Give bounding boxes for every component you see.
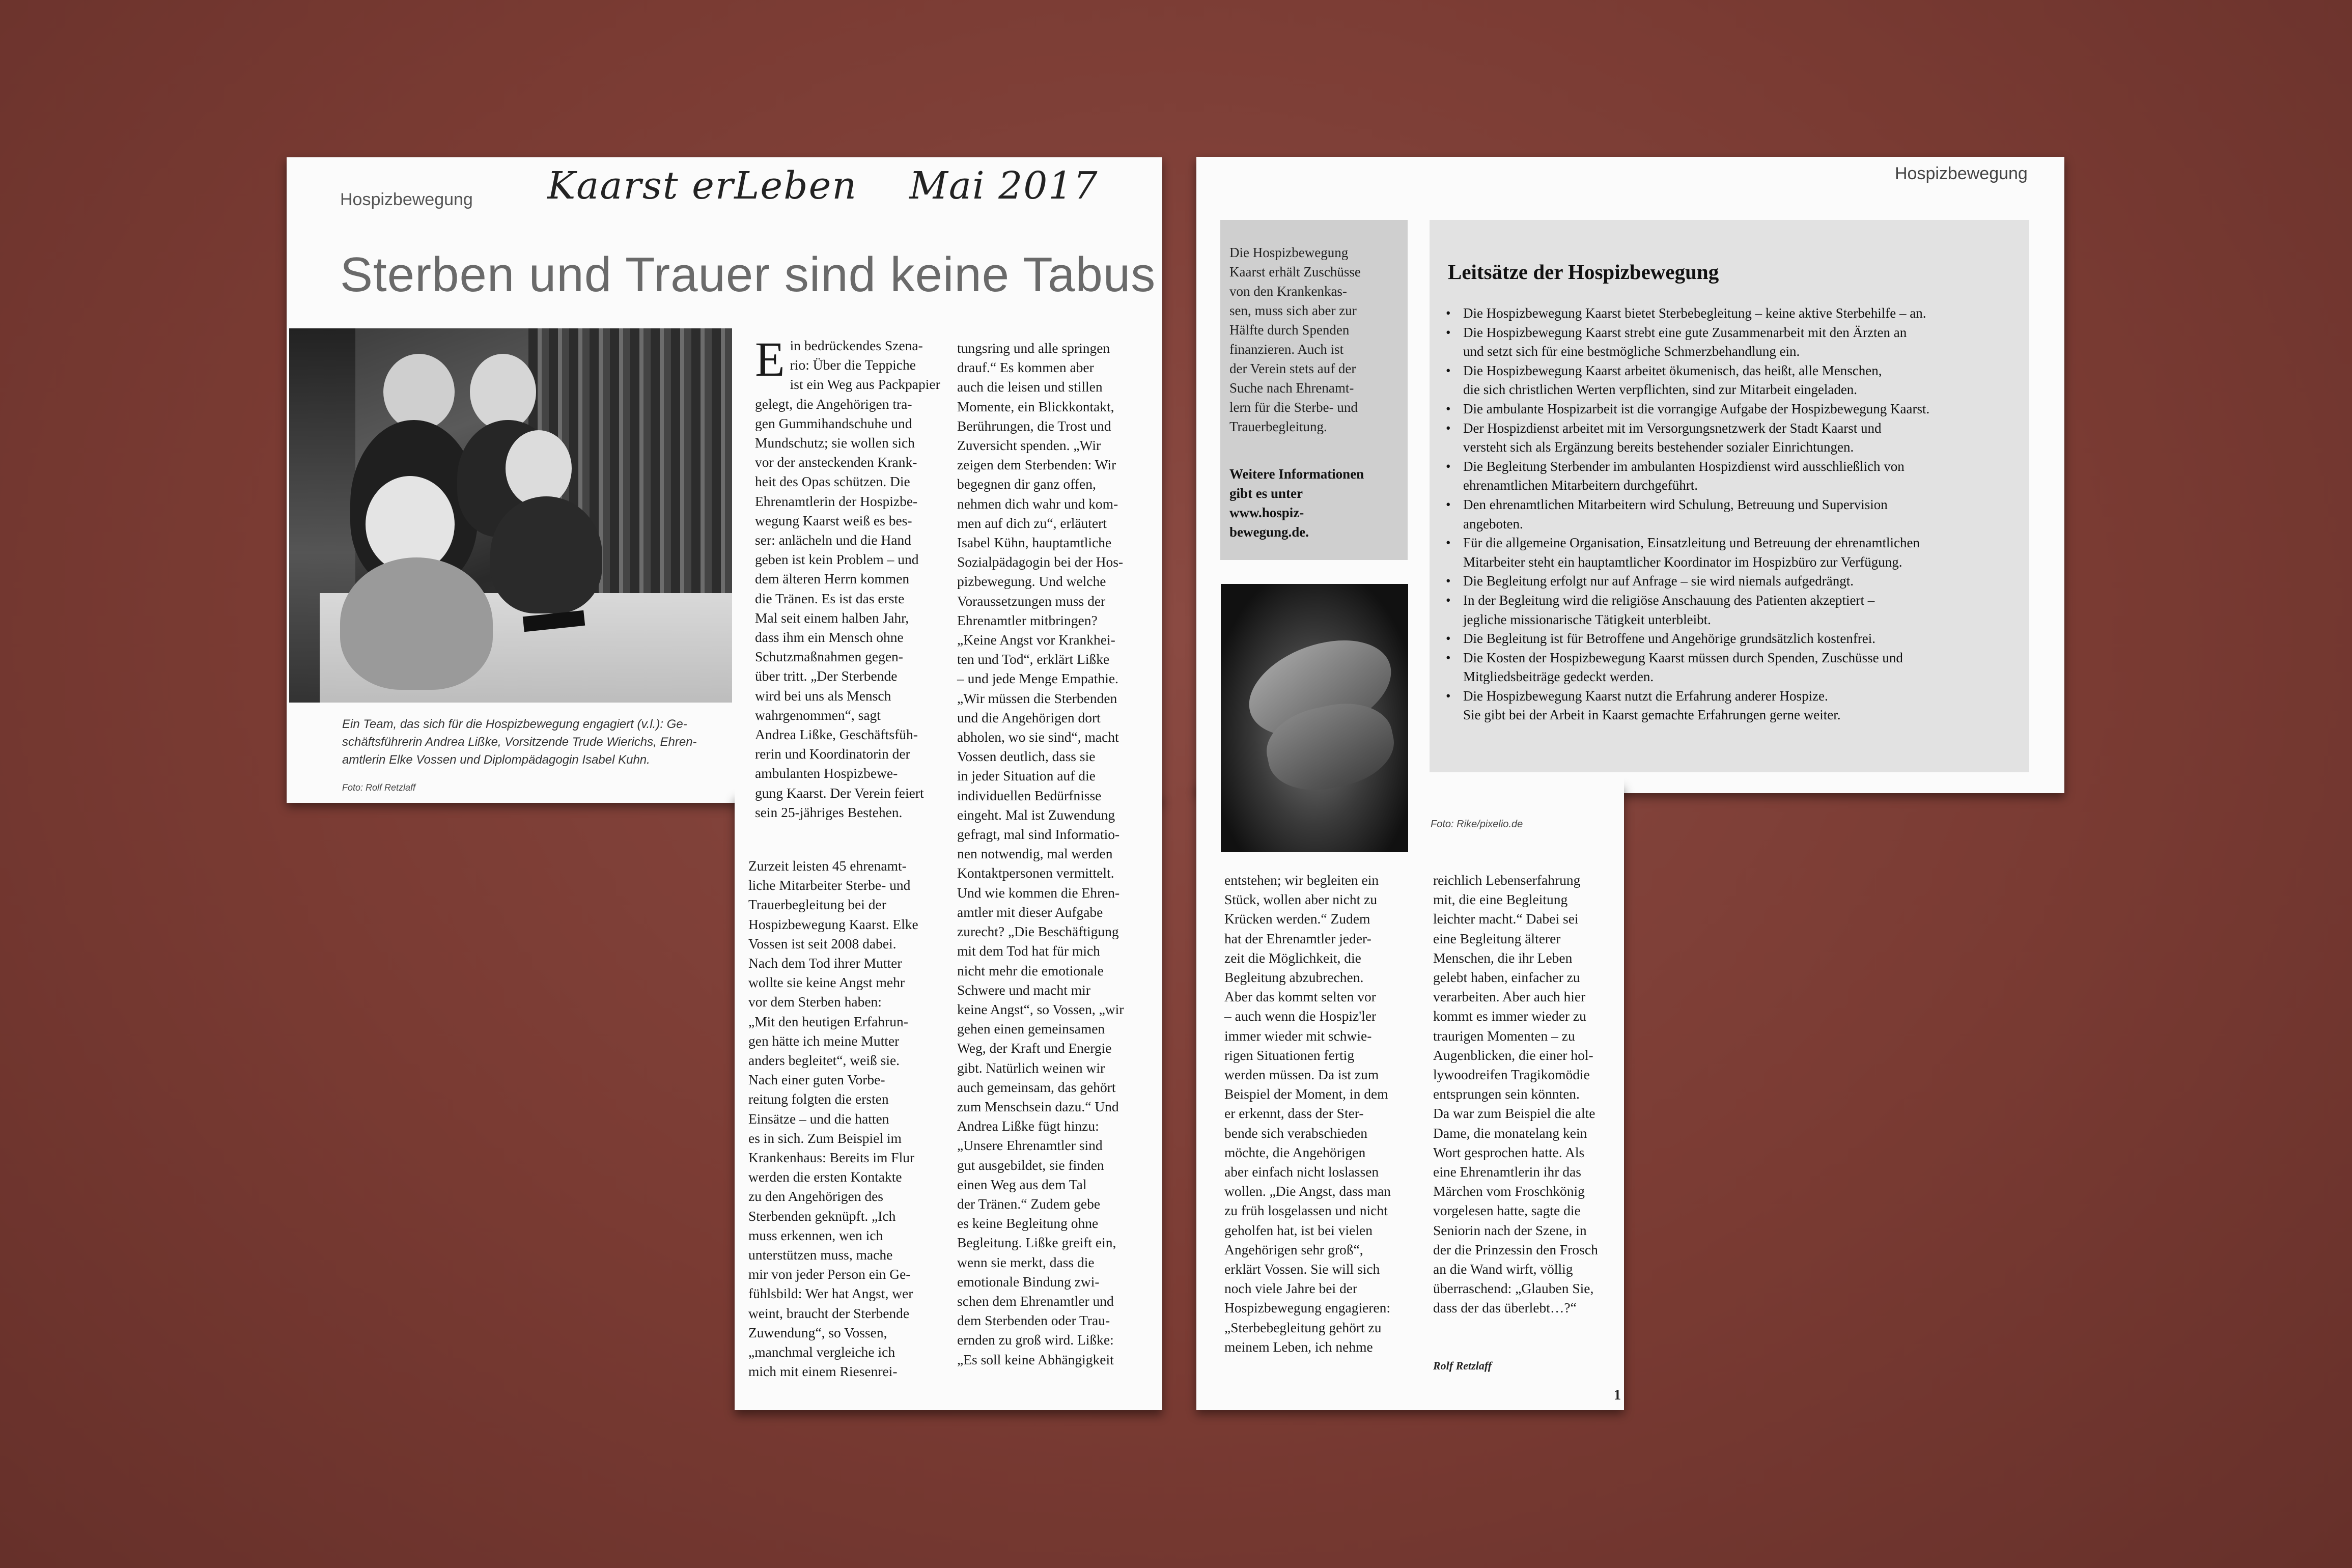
guideline-item: • Der Hospizdienst arbeitet mit im Versorgungsnetzwerk der Stadt Kaarst und versteht sich als Ergänzung bereits bestehender sozialer Einrichtungen.	[1440, 419, 2025, 457]
info-box-link: Weitere Informationen gibt es unter www.hospiz- bewegung.de.	[1229, 466, 1364, 540]
photo-caption: Ein Team, das sich für die Hospizbewegung engagiert (v.l.): Ge- schäftsführerin Andrea Lißke, Vorsitzende Trude Wierichs, Ehren- amtlerin Elke Vossen und Diplompädagogin Isabel Kuhn.	[342, 717, 697, 767]
hands-photo	[1221, 584, 1408, 852]
right-section-label: Hospizbewegung	[1895, 164, 2028, 183]
guideline-item: • Die ambulante Hospizarbeit ist die vorrangige Aufgabe der Hospizbewegung Kaarst.	[1440, 400, 2025, 419]
guideline-item: • Die Hospizbewegung Kaarst nutzt die Erfahrung anderer Hospize. Sie gibt bei der Arbeit in Kaarst gemachte Erfahrungen gerne weiter.	[1440, 687, 2025, 725]
right-photo-credit: Foto: Rike/pixelio.de	[1431, 819, 1523, 830]
article-column-1-continued	[748, 856, 932, 1381]
headline: Sterben und Trauer sind keine Tabus	[340, 247, 1156, 302]
article-column-1-bottom: Zurzeit leisten 45 ehrenamt- liche Mitarbeiter Sterbe- und Trauerbegleitung bei der Hospizbewegung Kaarst. Elke Vossen ist seit 2008 dabei. Nach dem Tod ihrer Mutter wollte sie keine Angst mehr vor dem Sterben haben: „Mit den heutigen Erfahrun- gen hätte ich meine Mutter anders begleitet“, weiß sie. Nach einer guten Vorbe- reitung folgten die ersten Einsätze – und die hatten es in sich. Zum Beispiel im Krankenhaus: Bereits im Flur werden die ersten Kontakte zu den Angehörigen des Sterbenden geknüpft. „Ich muss erkennen, wen ich unterstützen muss, mache mir von jeder Person ein Ge- fühlsbild: Wer hat Angst, wer weint, braucht der Sterbende Zuwendung“, so Vossen, „manchmal vergleiche ich mich mit einem Riesenrei-	[748, 858, 918, 1380]
guideline-item: • Für die allgemeine Organisation, Einsatzleitung und Betreuung der ehrenamtlichen Mitarbeiter steht ein hauptamtlicher Koordinator im Hospizbüro zur Verfügung.	[1440, 534, 2025, 572]
article-column-2	[957, 339, 1151, 1369]
guideline-item: • Die Begleitung erfolgt nur auf Anfrage – sie wird niemals aufgedrängt.	[1440, 572, 2025, 591]
author: Rolf Retzlaff	[1433, 1359, 1492, 1372]
right-article-column-2-text: reichlich Lebenserfahrung mit, die eine Begleitung leichter macht.“ Dabei sei eine Begleitung älterer Menschen, die ihr Leben gelebt haben, einfacher zu verarbeiten. Aber auch hier kommt es immer wieder zu traurigen Momenten – zu Augenblicken, die einer hol- lywoodreifen Tragikomödie entsprungen sein könnten. Da war zum Beispiel die alte Dame, die monatelang kein Wort gesprochen hatte. Als eine Ehrenamtlerin ihr das Märchen vom Froschkönig vorgelesen hatte, sagte die Seniorin nach der Szene, in der die Prinzessin den Frosch an die Wand wirft, völlig überraschend: „Glauben Sie, dass der das überlebt…?“	[1433, 872, 1598, 1316]
handwritten-note: Kaarst erLeben Mai 2017	[547, 164, 1099, 208]
guideline-item: • Die Hospizbewegung Kaarst strebt eine gute Zusammenarbeit mit den Ärzten an und setzt sich für eine bestmögliche Schmerzbehandlung ein.	[1440, 323, 2025, 361]
guideline-item: • Die Hospizbewegung Kaarst bietet Sterbebegleitung – keine aktive Sterbehilfe – an.	[1440, 304, 2025, 323]
drop-cap: E	[755, 332, 785, 386]
right-article-column-2	[1433, 871, 1616, 1318]
guideline-item: • Die Begleitung Sterbender im ambulanten Hospizdienst wird ausschließlich von ehrenamtlichen Mitarbeitern durchgeführt.	[1440, 457, 2025, 495]
guideline-item: • Die Begleitung ist für Betroffene und Angehörige grundsätzlich kostenfrei.	[1440, 629, 2025, 649]
right-article-column-1-text: entstehen; wir begleiten ein Stück, wollen aber nicht zu Krücken werden.“ Zudem hat der Ehrenamtler jeder- zeit die Möglichkeit, die Begleitung abzubrechen. Aber das kommt selten vor – auch wenn die Hospiz'ler immer wieder mit schwie- rigen Situationen fertig werden müssen. Da ist zum Beispiel der Moment, in dem er erkennt, dass der Ster- bende sich verabschieden möchte, die Angehörigen aber einfach nicht loslassen wollen. „Die Angst, dass man zu früh losgelassen und nicht geholfen hat, ist bei vielen Angehörigen sehr groß“, erklärt Vossen. Sie will sich noch viele Jahre bei der Hospizbewegung engagieren: „Sterbebegleitung gehört zu meinem Leben, ich nehme	[1224, 872, 1391, 1355]
right-article-column-1	[1224, 871, 1418, 1357]
guidelines-list	[1440, 304, 2025, 725]
guidelines-title: Leitsätze der Hospizbewegung	[1448, 260, 1719, 284]
section-label: Hospizbewegung	[340, 190, 473, 209]
article-column-1	[755, 332, 940, 822]
team-photo	[289, 328, 732, 703]
guideline-item: • Die Kosten der Hospizbewegung Kaarst müssen durch Spenden, Zuschüsse und Mitgliedsbeiträge gedeckt werden.	[1440, 649, 2025, 687]
guideline-item: • Die Hospizbewegung Kaarst arbeitet ökumenisch, das heißt, alle Menschen, die sich christlichen Werten verpflichten, sind zur Mitarbeit eingeladen.	[1440, 361, 2025, 400]
guideline-item: • In der Begleitung wird die religiöse Anschauung des Patienten akzeptiert – jegliche missionarische Tätigkeit unterbleibt.	[1440, 591, 2025, 629]
article-column-1-top: in bedrückendes Szena- rio: Über die Teppiche ist ein Weg aus Packpapier gelegt, die Angehörigen tra- gen Gummihandschuhe und Mundschutz; sie wollen sich vor der ansteckenden Krank- heit des Opas schützen. Die Ehrenamtlerin der Hospizbe- wegung Kaarst weiß es bes- ser: anlächeln und die Hand geben ist kein Problem – und dem älteren Herrn kommen die Tränen. Es ist das erste Mal seit einem halben Jahr, dass ihm ein Mensch ohne Schutzmaßnahmen gegen- über tritt. „Der Sterbende wird bei uns als Mensch wahrgenommen“, sagt Andrea Lißke, Geschäftsfüh- rerin und Koordinatorin der ambulanten Hospizbewe- gung Kaarst. Der Verein feiert sein 25-jähriges Bestehen.	[755, 338, 940, 820]
page-number: 1	[1614, 1387, 1621, 1403]
guideline-item: • Den ehrenamtlichen Mitarbeitern wird Schulung, Betreuung und Supervision angeboten.	[1440, 495, 2025, 534]
info-box-text: Die Hospizbewegung Kaarst erhält Zuschüsse von den Krankenkas- sen, muss sich aber zur Hälfte durch Spenden finanzieren. Auch ist der Verein stets auf der Suche nach Ehrenamt- lern für die Sterbe- und Trauerbegleitung.	[1229, 245, 1361, 434]
photo-credit: Foto: Rolf Retzlaff	[342, 782, 416, 793]
info-box	[1220, 220, 1408, 560]
guidelines-box	[1430, 220, 2029, 772]
article-column-2-text: tungsring und alle springen drauf.“ Es kommen aber auch die leisen und stillen Momente, ein Blickkontakt, Berührungen, die Trost und Zuversicht spenden. „Wir zeigen dem Sterbenden: Wir begegnen dir ganz offen, nehmen dich wahr und kom- men auf dich zu“, erläutert Isabel Kühn, hauptamtliche Sozialpädagogin bei der Hos- pizbewegung. Und welche Voraussetzungen muss der Ehrenamtler mitbringen? „Keine Angst vor Krankhei- ten und Tod“, erklärt Lißke – und jede Menge Empathie. „Wir müssen die Sterbenden und die Angehörigen dort abholen, wo sie sind“, macht Vossen deutlich, dass sie in jeder Situation auf die individuellen Bedürfnisse eingeht. Mal ist Zuwendung gefragt, mal sind Informatio- nen notwendig, mal werden Kontaktpersonen vermittelt. Und wie kommen die Ehren- amtler mit dieser Aufgabe zurecht? „Die Beschäftigung mit dem Tod hat für mich nicht mehr die emotionale Schwere und macht mir keine Angst“, so Vossen, „wir gehen einen gemeinsamen Weg, der Kraft und Energie gibt. Natürlich weinen wir auch gemeinsam, das gehört zum Menschsein dazu.“ Und Andrea Lißke fügt hinzu: „Unsere Ehrenamtler sind gut ausgebildet, sie finden einen Weg aus dem Tal der Tränen.“ Zudem gebe es keine Begleitung ohne Begleitung. Lißke greift ein, wenn sie merkt, dass die emotionale Bindung zwi- schen dem Ehrenamtler und dem Sterbenden oder Trau- ernden zu groß wird. Lißke: „Es soll keine Abhängigkeit	[957, 340, 1124, 1367]
